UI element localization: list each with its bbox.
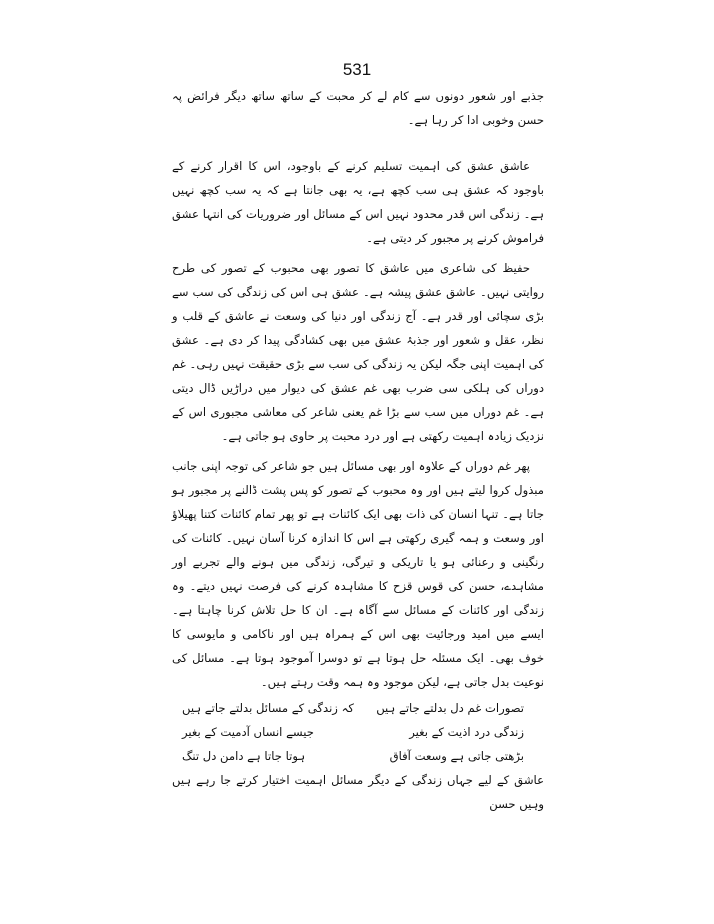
verse-couplet (172, 744, 544, 768)
paragraph-2: عاشق عشق کی اہمیت تسلیم کرنے کے باوجود، اس کا اقرار کرنے کے باوجود کہ عشق ہی سب کچھ ہے، یہ بھی جانتا ہے کہ یہ سب کچھ نہیں ہے۔ زندگی اس قدر محدود نہیں اس کے مسائل اور ضروریات کی انتہا عشق فراموش کرنے پر مجبور کر دیتی ہے۔ (172, 159, 544, 245)
paragraph-gap (172, 132, 544, 154)
verse-first-half: تصورات غم دل بدلتے جاتے ہیں (376, 701, 524, 715)
urdu-text-body (172, 84, 544, 816)
paragraph-1: جذبے اور شعور دونوں سے کام لے کر محبت کے ساتھ ساتھ دیگر فرائض پہ حسن وخوبی ادا کر رہا ہے۔ (172, 89, 544, 127)
verse-first-half: زندگی درد اذیت کے بغیر (409, 725, 524, 739)
verse-first-half: بڑھتی جاتی ہے وسعت آفاق (389, 749, 524, 763)
poetry-verses (172, 696, 544, 768)
verse-second-half: جیسے انساں آدمیت کے بغیر (182, 725, 314, 739)
verse-second-half: کہ زندگی کے مسائل بدلتے جاتے ہیں (182, 701, 354, 715)
closing-line: عاشق کے لیے جہاں زندگی کے دیگر مسائل اہمیت اختیار کرتے جا رہے ہیں وہیں حسن (172, 773, 544, 811)
verse-couplet (172, 720, 544, 744)
page-number: 531 (342, 60, 372, 79)
verse-couplet (172, 696, 544, 720)
paragraph-4: پھر غم دوراں کے علاوہ اور بھی مسائل ہیں جو شاعر کی توجہ اپنی جانب مبذول کروا لیتے ہیں اور وہ محبوب کے تصور کو پس پشت ڈالنے پر مجبور ہو جاتا ہے۔ تنہا انسان کی ذات بھی ایک کائنات ہے تو پھر تمام کائنات کتنا پھیلاؤ اور وسعت و ہمہ گیری رکھتی ہے اس کا اندازہ کرنا آسان نہیں۔ کائنات کی رنگینی و رعنائی ہو یا تاریکی و تیرگی، زندگی میں ہونے والے تجربے اور مشاہدے، حسن کی قوس قزح کا مشاہدہ کرنے کی فرصت نہیں دیتے۔ وہ زندگی اور کائنات کے مسائل سے آگاہ ہے۔ ان کا حل تلاش کرنا چاہتا ہے۔ ایسے میں امید ورجائیت بھی اس کے ہمراہ ہیں اور ناکامی و مایوسی کا خوف بھی۔ ایک مسئلہ حل ہوتا ہے تو دوسرا آموجود ہوتا ہے۔ مسائل کی نوعیت بدل جاتی ہے، لیکن موجود وہ ہمہ وقت رہتے ہیں۔ (172, 459, 544, 689)
verse-second-half: ہوتا جاتا ہے دامن دل تنگ (182, 749, 306, 763)
paragraph-3: حفیظ کی شاعری میں عاشق کا تصور بھی محبوب کے تصور کی طرح روایتی نہیں۔ عاشق عشق پیشہ ہے۔ عشق ہی اس کی زندگی کی سب سے بڑی سچائی اور قدر ہے۔ آج زندگی اور دنیا کی وسعت نے عاشق کے قلب و نظر، عقل و شعور اور جذبۂ عشق میں بھی کشادگی پیدا کر دی ہے۔ عشق کی اہمیت اپنی جگہ لیکن یہ زندگی کی سب سے بڑی حقیقت نہیں رہی۔ غم دوراں کی ہلکی سی ضرب بھی غم عشق کی دیوار میں دراڑیں ڈال دیتی ہے۔ غم دوراں میں سب سے بڑا غم یعنی شاعر کی معاشی مجبوری اس کے نزدیک زیادہ اہمیت رکھتی ہے اور درد محبت پر حاوی ہو جاتی ہے۔ (172, 261, 544, 443)
